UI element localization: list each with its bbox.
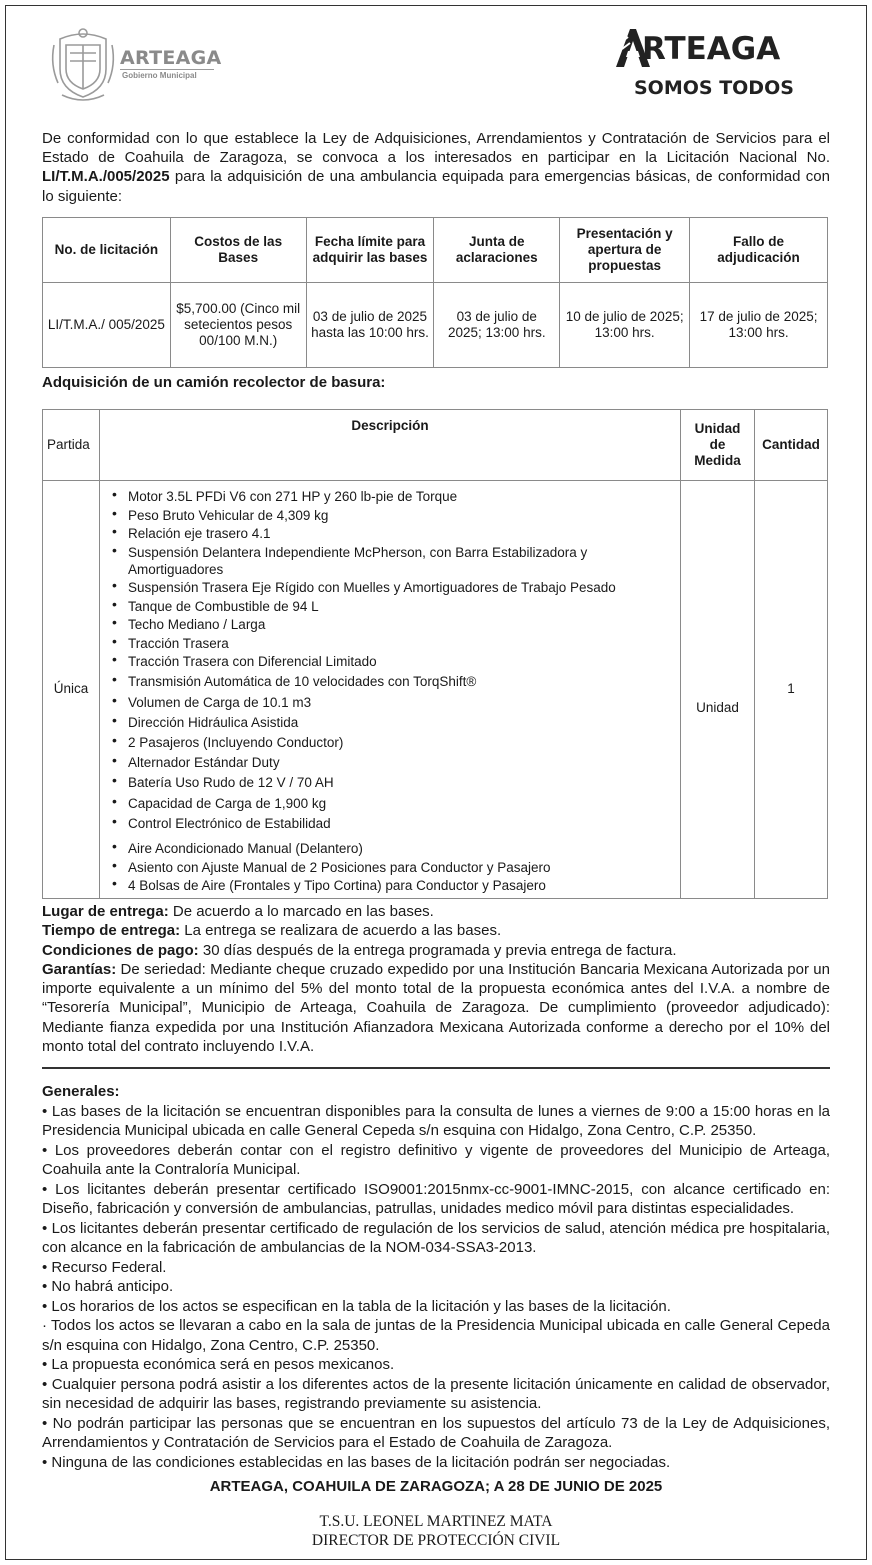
municipal-logo [42,25,222,105]
header-partida: Partida [43,410,100,481]
condition-label: Tiempo de entrega: [42,922,181,940]
list-item: • Suspensión Delantera Independiente McPherson, con Barra Estabilizadora y Amortiguadores [104,544,676,578]
list-item: • Peso Bruto Vehicular de 4,309 kg [104,507,676,524]
list-item: • Las bases de la licitación se encuentran disponibles para la consulta de lunes a viernes de 9:00 a 15:00 horas en la Presidencia Municipal ubicada en calle General Cepeda s/n esquina con Hidalgo, Zona Centro, C.P. 25350. [42,1102,830,1139]
licitacion-number: LI/T.M.A./005/2025 [42,168,170,186]
conditions-block [42,902,830,1056]
list-item: • Los horarios de los actos se especifican en la tabla de la licitación y las bases de la licitación. [42,1297,671,1315]
cell-partida: Única [43,481,100,899]
list-item: • Volumen de Carga de 10.1 m3 [104,694,676,711]
list-item: • 4 Bolsas de Aire (Frontales y Tipo Cortina) para Conductor y Pasajero [104,877,676,894]
cell-fecha-limite: 03 de julio de 2025 hasta las 10:00 hrs. [306,283,434,368]
cell-no-licitacion: LI/T.M.A./ 005/2025 [43,283,171,368]
condition-tiempo [42,921,830,940]
header-costos: Costos de las Bases [170,218,306,283]
header-descripcion: Descripción [99,410,680,481]
brand-logo [612,25,827,105]
condition-lugar [42,902,830,921]
list-item: • Asiento con Ajuste Manual de 2 Posiciones para Conductor y Pasajero [104,859,676,876]
list-item: · Todos los actos se llevaran a cabo en la sala de juntas de la Presidencia Municipal ubicada en calle General Cepeda s/n esquina con Hidalgo, Zona Centro, C.P. 25350. [42,1317,830,1354]
list-item: • Ninguna de las condiciones establecidas en las bases de la licitación podrán ser negociadas. [42,1453,671,1471]
list-item: • Recurso Federal. [42,1258,167,1276]
cell-cantidad: 1 [754,481,827,899]
list-item: • Tracción Trasera [104,635,676,652]
header-junta: Junta de aclaraciones [434,218,560,283]
header-presentacion: Presentación y apertura de propuestas [560,218,690,283]
list-item: • Tracción Trasera con Diferencial Limitado [104,653,676,670]
condition-text: De acuerdo a lo marcado en las bases. [168,903,434,920]
list-item: • La propuesta económica será en pesos mexicanos. [42,1356,395,1373]
signatory-title: DIRECTOR DE PROTECCIÓN CIVIL [311,1532,561,1549]
cell-fallo: 17 de julio de 2025; 13:00 hrs. [690,283,828,368]
list-item: • Tanque de Combustible de 94 L [104,598,676,615]
cell-costos: $5,700.00 (Cinco mil setecientos pesos 00/100 M.N.) [170,283,306,368]
intro-text-1: De conformidad con lo que establece la Ley de Adquisiciones, Arrendamientos y Contratación de Servicios para el Estado de Coahuila de Zaragoza, se convoca a los interesados en participar en la Licitación Nacional No. [42,130,830,167]
condition-text: De seriedad: Mediante cheque cruzado expedido por una Institución Bancaria Mexicana Autorizada por un importe equivalente a un mínimo del 5% del monto total de la propuesta económica antes del I.V.A. a nombre de “Tesorería Municipal”, Municipio de Arteaga, Coahuila de Zaragoza. De cumplimiento (proveedor adjudicado): Mediante fianza expedida por una Institución Afianzadora Mexicana Autorizada conforme a derecho por el 10% del monto total del contrato incluyendo I.V.A. [42,960,830,1056]
condition-text: 30 días después de la entrega programada y previa entrega de factura. [198,941,677,959]
list-item: • Los licitantes deberán presentar certificado ISO9001:2015nmx-cc-9001-IMNC-2015, con alcance certificado en: Diseño, fabricación y conversión de ambulancias, patrullas, unidades medico móvil para distintas especialidades. [42,1180,830,1217]
condition-label: Condiciones de pago: [42,941,199,959]
generales-block [42,1082,830,1472]
header-cantidad: Cantidad [754,410,827,481]
cell-descripcion [99,481,680,899]
cell-junta: 03 de julio de 2025; 13:00 hrs. [434,283,560,368]
licitacion-table-header [43,218,828,283]
intro-paragraph [42,129,830,206]
specs-table-header [43,410,828,481]
list-item: • Transmisión Automática de 10 velocidades con TorqShift® [104,673,676,690]
section-subtitle: Adquisición de un camión recolector de basura: [42,374,386,391]
spec-list [104,488,676,894]
list-item: • No podrán participar las personas que se encuentran en los supuestos del artículo 73 de la Ley de Adquisiciones, Arrendamientos y Contratación de Servicios para el Estado de Coahuila de Zaragoza. [42,1414,830,1451]
coat-of-arms-icon [48,25,118,103]
condition-label: Lugar de entrega: [42,903,169,920]
list-item: • Aire Acondicionado Manual (Delantero) [104,840,676,857]
list-item: • Los proveedores deberán contar con el registro definitivo y vigente de proveedores del Municipio de Arteaga, Coahuila ante la Contraloría Municipal. [42,1141,830,1178]
condition-text: La entrega se realizara de acuerdo a las bases. [180,922,502,940]
header-fecha-limite: Fecha límite para adquirir las bases [306,218,434,283]
condition-label: Garantías: [42,960,117,978]
cell-presentacion: 10 de julio de 2025; 13:00 hrs. [560,283,690,368]
signatory-name: T.S.U. LEONEL MARTINEZ MATA [319,1513,553,1530]
list-item: • Techo Mediano / Larga [104,616,676,633]
list-item: • Suspensión Trasera Eje Rígido con Muelles y Amortiguadores de Trabajo Pesado [104,579,676,596]
specs-table [42,409,828,899]
list-item: • Batería Uso Rudo de 12 V / 70 AH [104,774,676,791]
list-item: • 2 Pasajeros (Incluyendo Conductor) [104,734,676,751]
list-item: • Los licitantes deberán presentar certificado de regulación de los servicios de salud, atención médica pre hospitalaria, con alcance en la fabricación de ambulancias de la NOM-034-SSA3-2013. [42,1219,830,1256]
list-item: • Cualquier persona podrá asistir a los diferentes actos de la presente licitación únicamente en calidad de observador, sin necesidad de adquirir las bases, registrando previamente su asistencia. [42,1375,830,1412]
signature-block [0,1512,872,1550]
list-item: • Control Electrónico de Estabilidad [104,815,676,832]
table-row [43,481,828,899]
generales-title: Generales: [42,1083,120,1100]
brand-name: RTEAGA [642,31,781,67]
condition-garantias [42,960,830,1056]
section-divider [42,1067,830,1069]
list-item: • Dirección Hidráulica Asistida [104,714,676,731]
header-fallo: Fallo de adjudicación [690,218,828,283]
left-logo-name: ARTEAGA [120,47,222,69]
list-item: • Relación eje trasero 4.1 [104,525,676,542]
header-unidad-medida: Unidad de Medida [681,410,755,481]
licitacion-table [42,217,828,368]
list-item: • Capacidad de Carga de 1,900 kg [104,795,676,812]
table-row [43,283,828,368]
condition-pago [42,941,830,960]
cell-unidad: Unidad [681,481,755,899]
list-item: • No habrá anticipo. [42,1278,174,1295]
closing-place-date: ARTEAGA, COAHUILA DE ZARAGOZA; A 28 DE JUNIO DE 2025 [209,1478,663,1495]
header-no-licitacion: No. de licitación [43,218,171,283]
intro-text-2: para la adquisición de una ambulancia equipada para emergencias básicas, de conformidad con lo siguiente: [42,168,830,205]
left-logo-subtitle: Gobierno Municipal [122,71,197,80]
list-item: • Alternador Estándar Duty [104,754,676,771]
left-logo-divider [120,69,214,70]
brand-slogan: SOMOS TODOS [634,77,794,99]
list-item: • Motor 3.5L PFDi V6 con 271 HP y 260 lb-pie de Torque [104,488,676,505]
